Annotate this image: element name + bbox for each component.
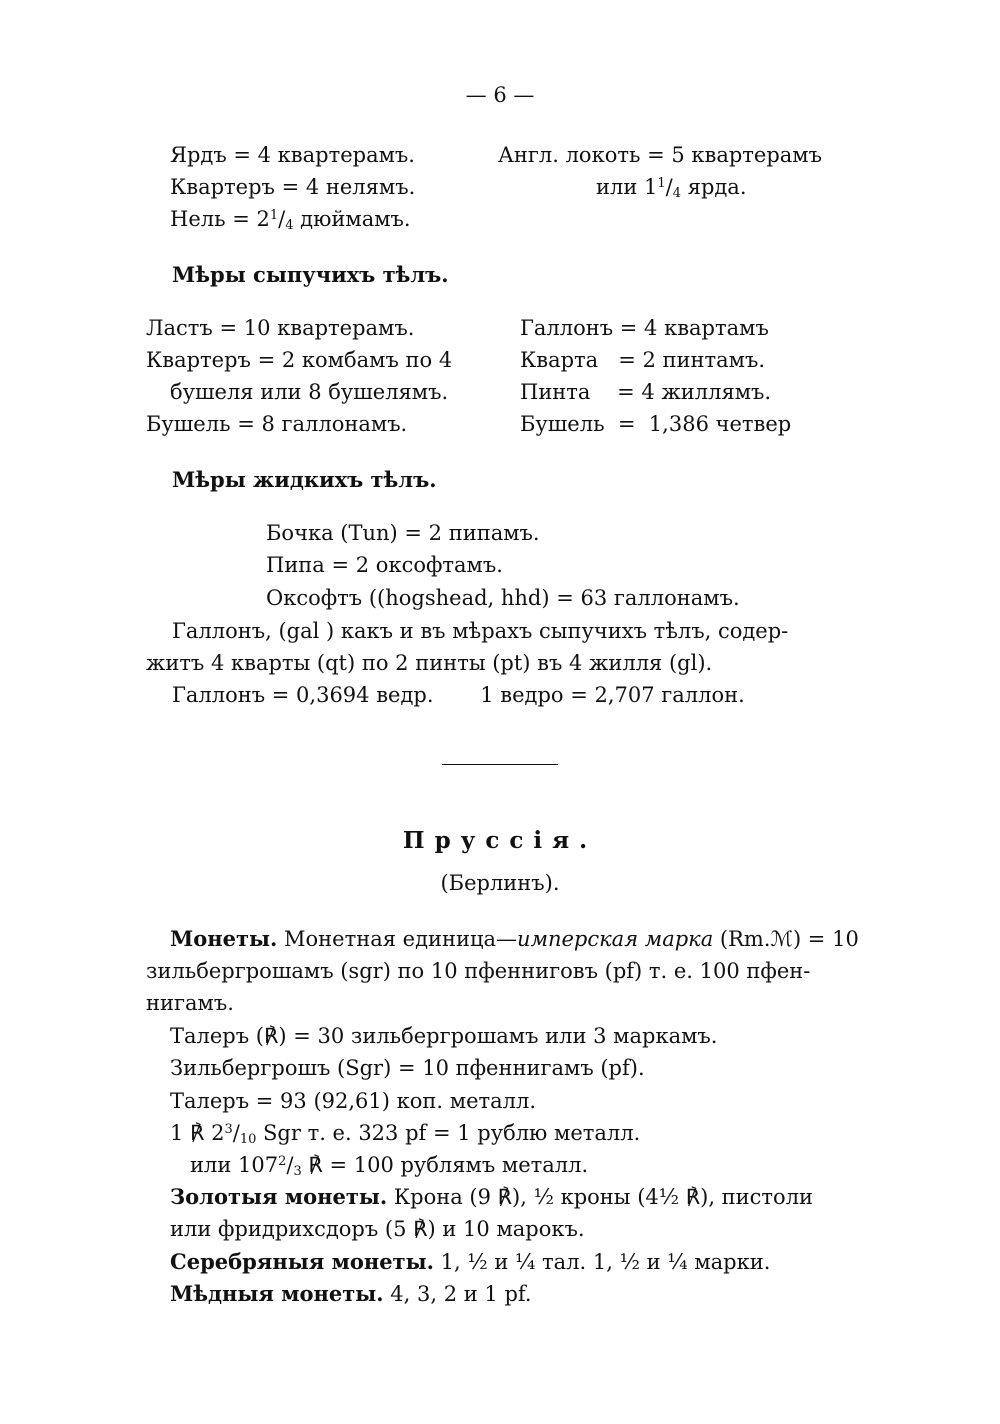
section-subtitle: (Берлинъ). — [440, 871, 560, 895]
dry-left-line: Бушель = 8 галлонамъ. — [146, 412, 408, 436]
silver-coins-line: Серебряныя монеты. 1, ½ и ¼ тал. 1, ½ и ¼ марки. — [170, 1249, 771, 1274]
coins-line-3: нигамъ. — [146, 991, 234, 1015]
gold-coins-line-2: или фридрихсдоръ (5 ℟) и 10 марокъ. — [170, 1217, 585, 1241]
dry-left-line: бушеля или 8 бушелямъ. — [170, 380, 449, 404]
section-divider — [442, 764, 558, 765]
dry-right-line: Галлонъ = 4 квартамъ — [520, 316, 769, 340]
yard-line: Ярдъ = 4 квартерамъ. — [170, 143, 415, 167]
dry-measures-heading: Мѣры сыпучихъ тѣлъ. — [172, 262, 449, 287]
gold-coins-line-1: Золотыя монеты. Крона (9 ℟), ½ кроны (4½ ℟), пистоли — [170, 1184, 814, 1209]
page-number: — 6 — — [465, 83, 535, 107]
liquid-line: Пипа = 2 оксофтамъ. — [266, 553, 503, 577]
thaler-line: Талеръ (℟) = 30 зильбергрошамъ или 3 маркамъ. — [170, 1024, 718, 1048]
liquid-line: Галлонъ = 0,3694 ведр. 1 ведро = 2,707 галлон. — [172, 683, 745, 707]
silbergroschen-line: Зильбергрошъ (Sgr) = 10 пфеннигамъ (pf). — [170, 1056, 645, 1080]
coins-line-2: зильбергрошамъ (sgr) по 10 пфенниговъ (pf) т. е. 100 пфен- — [146, 959, 811, 983]
quarter-line: Квартеръ = 4 нелямъ. — [170, 175, 416, 199]
section-title: Пруссія. — [402, 827, 598, 854]
thaler-value-line: Талеръ = 93 (92,61) коп. металл. — [170, 1089, 536, 1113]
liquid-line: житъ 4 кварты (qt) по 2 пинты (pt) въ 4 жилля (gl). — [146, 651, 713, 675]
dry-right-line: Бушель = 1,386 четвер — [520, 412, 792, 436]
copper-coins-line: Мѣдныя монеты. 4, 3, 2 и 1 pf. — [170, 1281, 532, 1306]
dry-left-line: Квартеръ = 2 комбамъ по 4 — [146, 348, 453, 372]
dry-right-line: Кварта = 2 пинтамъ. — [520, 348, 766, 372]
rate-line-1: 1 ℟ $2^3/_{10}$ Sgr т. е. 323 pf = 1 рублю металл. — [170, 1121, 641, 1147]
ell-line-1: Англ. локоть = 5 квартерамъ — [498, 143, 822, 167]
ell-line-2: или $1^1/_4$ ярда. — [596, 175, 747, 201]
nail-line: Нель = $2^1/_4$ дюймамъ. — [170, 207, 411, 233]
liquid-line: Оксофтъ ((hogshead, hhd) = 63 галлонамъ. — [266, 586, 740, 610]
liquid-line: Бочка (Tun) = 2 пипамъ. — [266, 521, 540, 545]
rate-line-2: или $107^2/_3$ ℟ = 100 рублямъ металл. — [190, 1153, 589, 1179]
liquid-measures-heading: Мѣры жидкихъ тѣлъ. — [172, 467, 437, 492]
coins-line-1: Монеты. Монетная единица—имперская марка (Rm.ℳ) = 10 — [170, 926, 859, 951]
dry-left-line: Ластъ = 10 квартерамъ. — [146, 316, 415, 340]
liquid-line: Галлонъ, (gal ) какъ и въ мѣрахъ сыпучихъ тѣлъ, содер- — [172, 619, 789, 643]
dry-right-line: Пинта = 4 жиллямъ. — [520, 380, 772, 404]
